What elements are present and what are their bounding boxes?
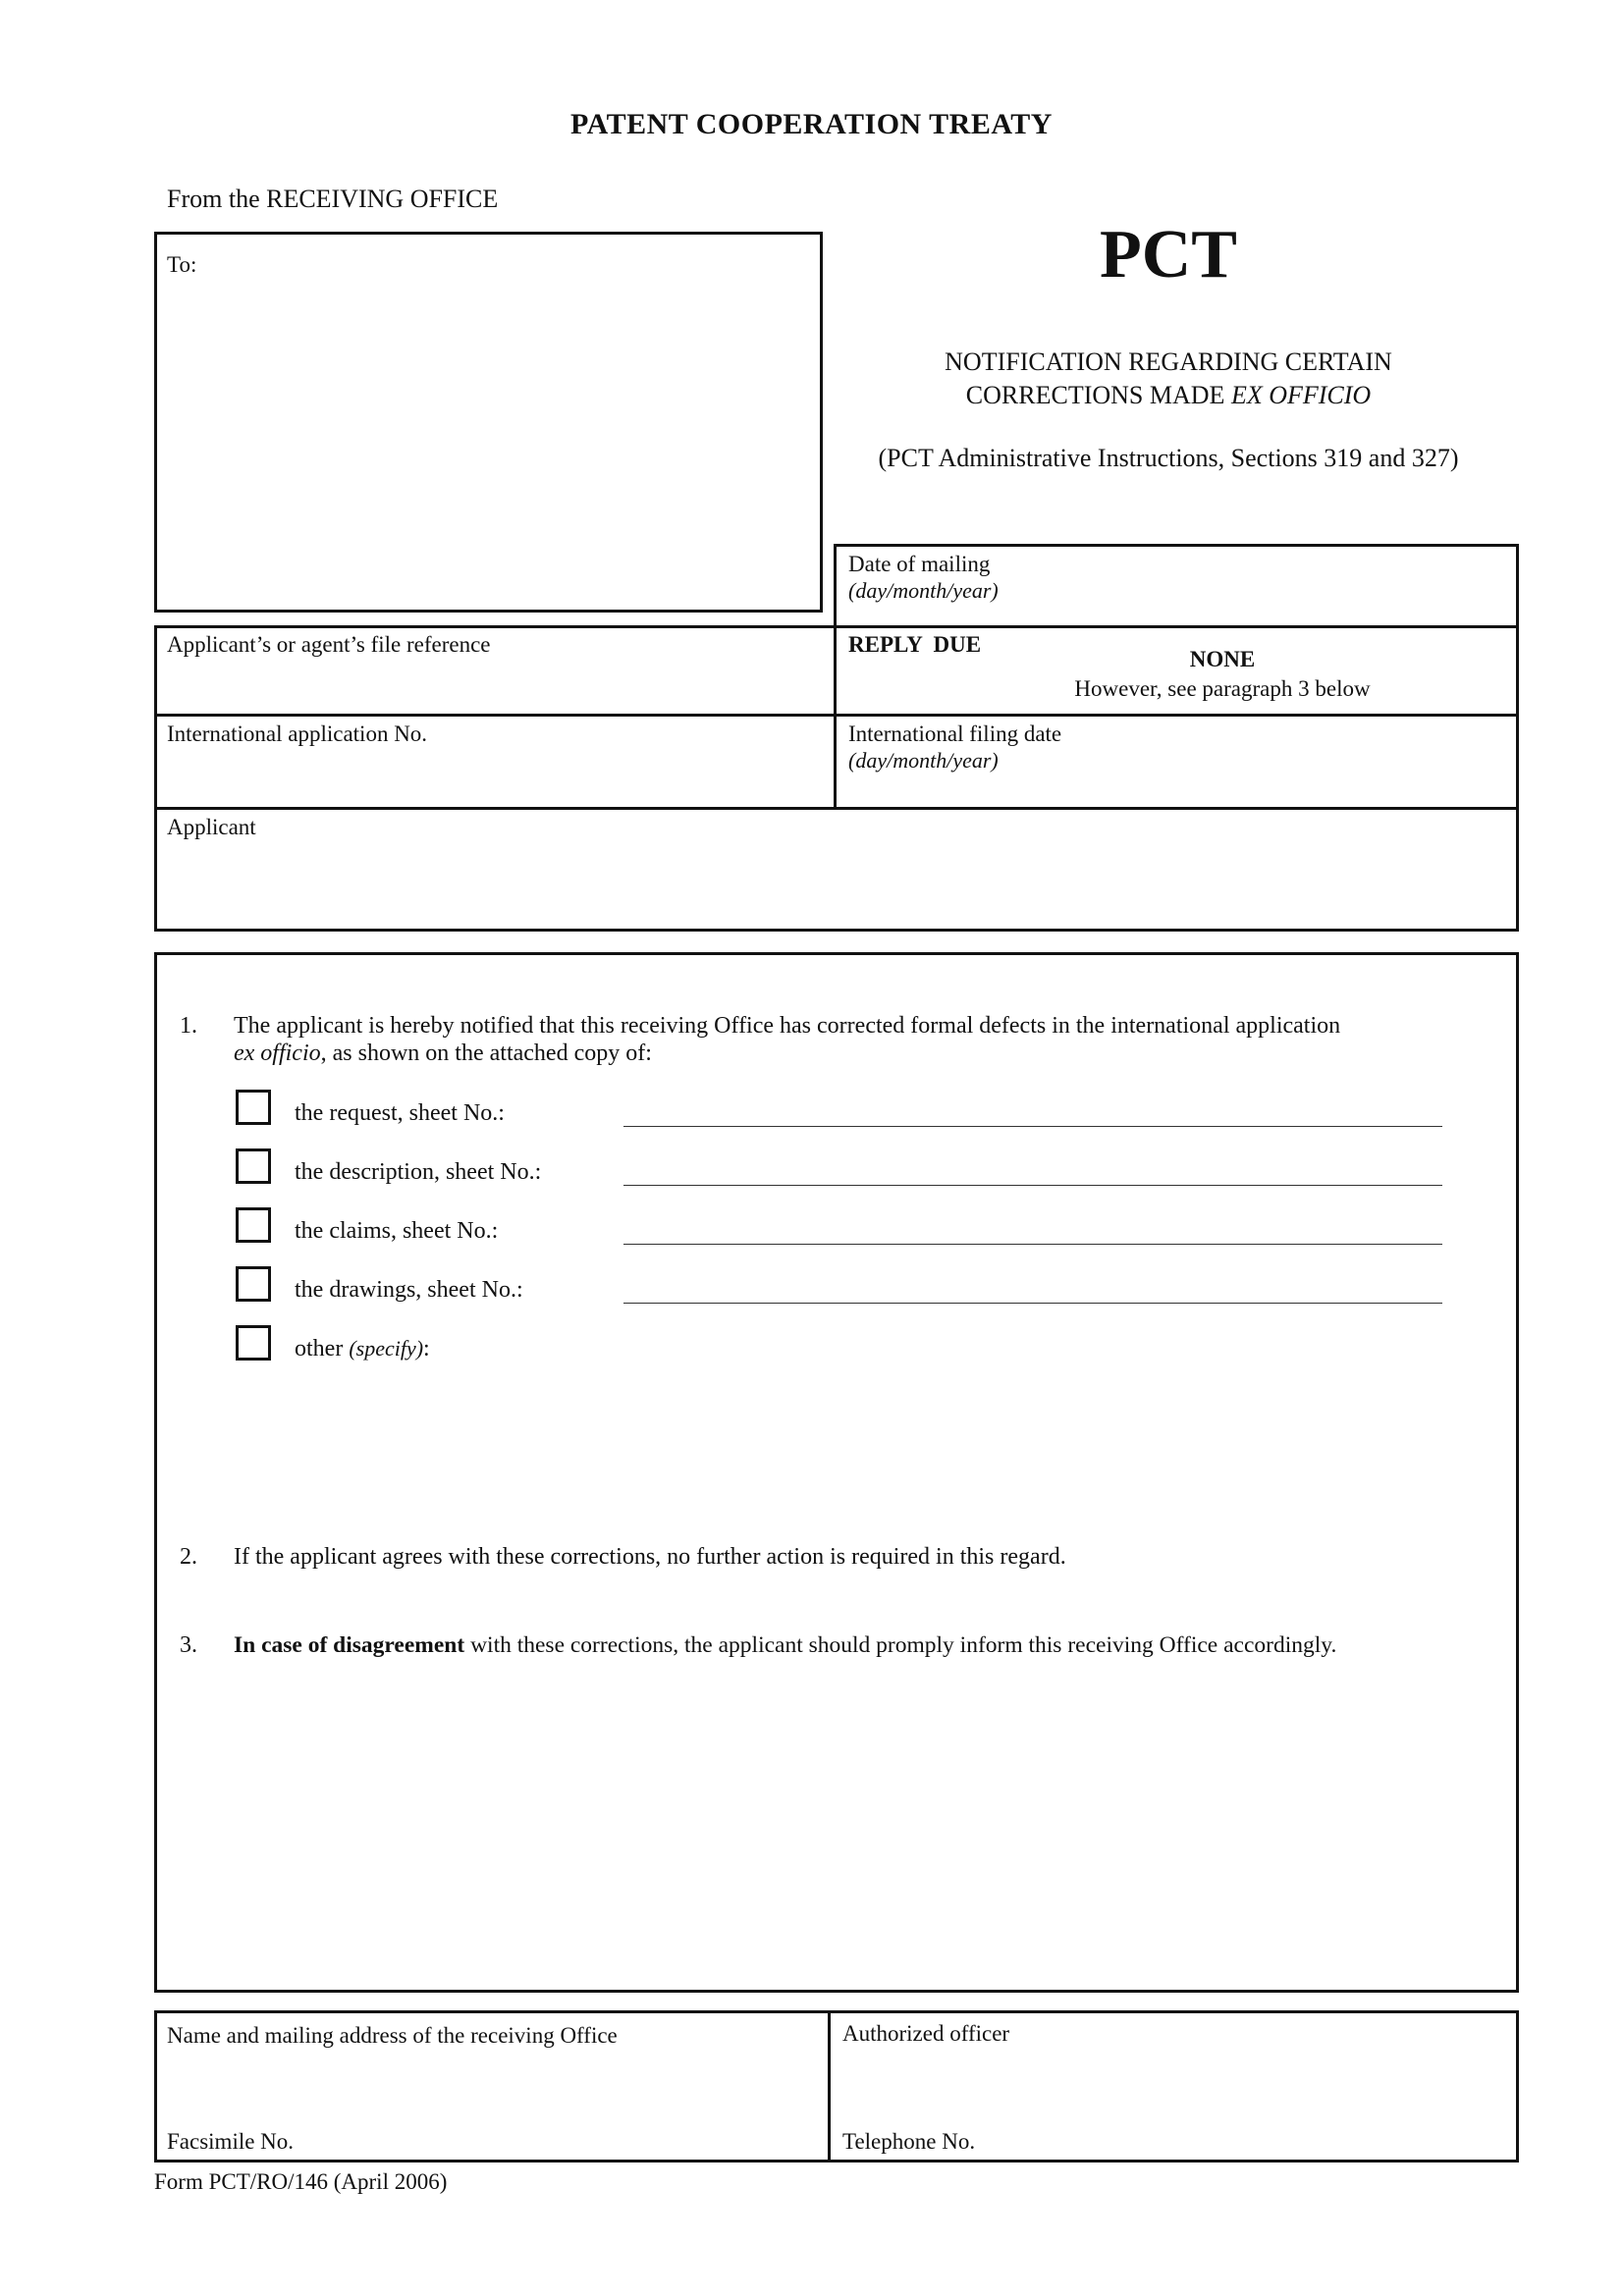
instructions-reference: (PCT Administrative Instructions, Sections 319 and 327) — [878, 444, 1459, 472]
row-divider-2 — [154, 714, 1519, 717]
to-address-box[interactable] — [154, 232, 823, 613]
reply-due-note: However, see paragraph 3 below — [1074, 676, 1371, 701]
table-left-border — [154, 625, 157, 932]
claims-sheet-line[interactable] — [623, 1244, 1442, 1245]
facsimile-label[interactable]: Facsimile No. — [167, 2129, 295, 2154]
file-reference-label[interactable]: Applicant’s or agent’s file reference — [167, 632, 491, 657]
table-bottom-border — [154, 929, 1519, 932]
intl-filing-date-label[interactable]: International filing date — [848, 721, 1062, 746]
telephone-label[interactable]: Telephone No. — [842, 2129, 976, 2154]
column-divider — [834, 625, 837, 809]
from-office-label: From the RECEIVING OFFICE — [167, 185, 499, 213]
request-sheet-line[interactable] — [623, 1126, 1442, 1127]
drawings-sheet-line[interactable] — [623, 1303, 1442, 1304]
request-checkbox[interactable] — [236, 1090, 271, 1125]
row-divider-1 — [154, 625, 1519, 628]
authorized-officer-label[interactable]: Authorized officer — [842, 2021, 1010, 2046]
other-specify-label: other (specify): — [295, 1336, 430, 1362]
other-checkbox[interactable] — [236, 1325, 271, 1361]
date-of-mailing-label: Date of mailing — [848, 552, 991, 576]
paragraph-2-text: If the applicant agrees with these corrections, no further action is required in this regard. — [234, 1544, 1066, 1570]
to-label: To: — [167, 252, 197, 277]
paragraph-3-number: 3. — [180, 1632, 197, 1658]
form-identifier: Form PCT/RO/146 (April 2006) — [154, 2169, 448, 2194]
row-divider-3 — [154, 807, 1519, 810]
footer-column-divider — [828, 2010, 831, 2163]
request-sheet-label: the request, sheet No.: — [295, 1100, 505, 1126]
notification-title — [825, 346, 1512, 412]
treaty-title: PATENT COOPERATION TREATY — [570, 108, 1053, 140]
pct-logo: PCT — [1100, 217, 1237, 293]
office-address-label[interactable]: Name and mailing address of the receiving Office — [167, 2023, 618, 2048]
paragraph-1-text-line2: ex officio, as shown on the attached copy of: — [234, 1041, 652, 1066]
paragraph-1-text-line1: The applicant is hereby notified that this receiving Office has corrected formal defects in the international application — [234, 1013, 1341, 1039]
claims-checkbox[interactable] — [236, 1207, 271, 1243]
claims-sheet-label: the claims, sheet No.: — [295, 1218, 499, 1244]
table-top-right-border — [834, 544, 1519, 547]
date-of-mailing-left-border — [834, 544, 837, 627]
reply-due-value: NONE — [1189, 647, 1256, 671]
intl-filing-date-hint: (day/month/year) — [848, 748, 999, 773]
table-right-border — [1516, 544, 1519, 932]
paragraph-2-number: 2. — [180, 1544, 197, 1570]
paragraph-1-number: 1. — [180, 1013, 197, 1039]
applicant-label[interactable]: Applicant — [167, 815, 256, 839]
description-sheet-line[interactable] — [623, 1185, 1442, 1186]
paragraph-3-text: In case of disagreement with these corrections, the applicant should promply inform this receiving Office accordingly. — [234, 1632, 1337, 1658]
description-sheet-label: the description, sheet No.: — [295, 1159, 542, 1185]
reply-due-label: REPLY DUE — [848, 632, 982, 657]
intl-app-no-label[interactable]: International application No. — [167, 721, 428, 746]
date-of-mailing-hint: (day/month/year) — [848, 578, 999, 603]
description-checkbox[interactable] — [236, 1148, 271, 1184]
notification-title-line1: NOTIFICATION REGARDING CERTAIN — [945, 347, 1392, 376]
notification-title-line2: CORRECTIONS MADE EX OFFICIO — [965, 381, 1372, 409]
drawings-checkbox[interactable] — [236, 1266, 271, 1302]
drawings-sheet-label: the drawings, sheet No.: — [295, 1277, 523, 1303]
